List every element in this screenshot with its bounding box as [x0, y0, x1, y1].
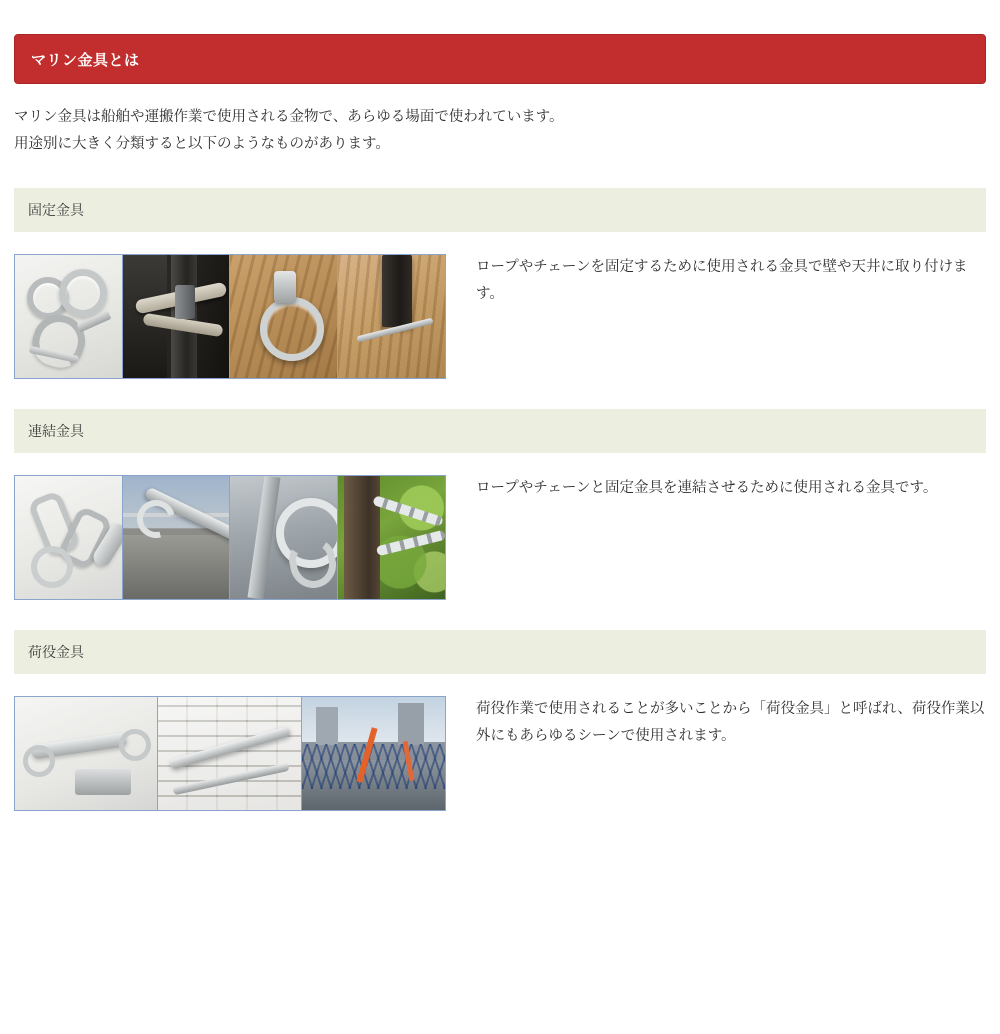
- section-header-fixing: [14, 188, 986, 232]
- page-title: マリン金具とは: [31, 51, 140, 69]
- photo-strip-connecting: [14, 475, 446, 600]
- photo-rail-on-brick-wall: [158, 697, 301, 810]
- description-text: 荷役作業で使用されることが多いことから「荷役金具」と呼ばれ、荷役作業以外にもあらゆるシーンで使用されます。: [476, 700, 985, 745]
- intro-line-2: 用途別に大きく分類すると以下のようなものがあります。: [14, 135, 390, 152]
- description-text: ロープやチェーンを固定するために使用される金具で壁や天井に取り付けます。: [476, 258, 968, 303]
- photo-fixing-hardware-parts: [15, 255, 123, 378]
- section-body-cargo: [14, 696, 986, 811]
- photo-strip-fixing: [14, 254, 446, 379]
- photo-chain-on-pole-greenery: [338, 476, 446, 599]
- description-text: ロープやチェーンと固定金具を連結させるために使用される金具です。: [476, 479, 938, 496]
- section-description-cargo: [476, 696, 986, 751]
- section-title: 荷役金具: [28, 643, 84, 660]
- page-root: [0, 34, 1000, 1034]
- section-cargo-hardware: [14, 630, 986, 811]
- section-body-fixing: [14, 254, 986, 379]
- photo-safety-net-on-site: [302, 697, 445, 810]
- section-title: 連結金具: [28, 422, 84, 439]
- photo-rope-clamp-on-pipe: [123, 255, 231, 378]
- photo-turnbuckle-outdoors: [123, 476, 231, 599]
- section-fixing-hardware: [14, 188, 986, 379]
- photo-turnbuckle-set: [15, 697, 158, 810]
- section-title: 固定金具: [28, 201, 84, 218]
- photo-strip-cargo: [14, 696, 446, 811]
- photo-wire-anchor-on-wood: [338, 255, 446, 378]
- section-description-connecting: [476, 475, 937, 503]
- intro-text: [14, 104, 986, 158]
- photo-snap-hooks-and-swivels: [15, 476, 123, 599]
- photo-ring-on-wooden-wall: [230, 255, 338, 378]
- section-body-connecting: [14, 475, 986, 600]
- intro-line-1: マリン金具は船舶や運搬作業で使用される金物で、あらゆる場面で使われています。: [14, 109, 564, 125]
- photo-ring-and-shackle-closeup: [230, 476, 338, 599]
- section-header-cargo: [14, 630, 986, 674]
- main-header: [14, 34, 986, 84]
- section-connecting-hardware: [14, 409, 986, 600]
- section-description-fixing: [476, 254, 986, 309]
- section-header-connecting: [14, 409, 986, 453]
